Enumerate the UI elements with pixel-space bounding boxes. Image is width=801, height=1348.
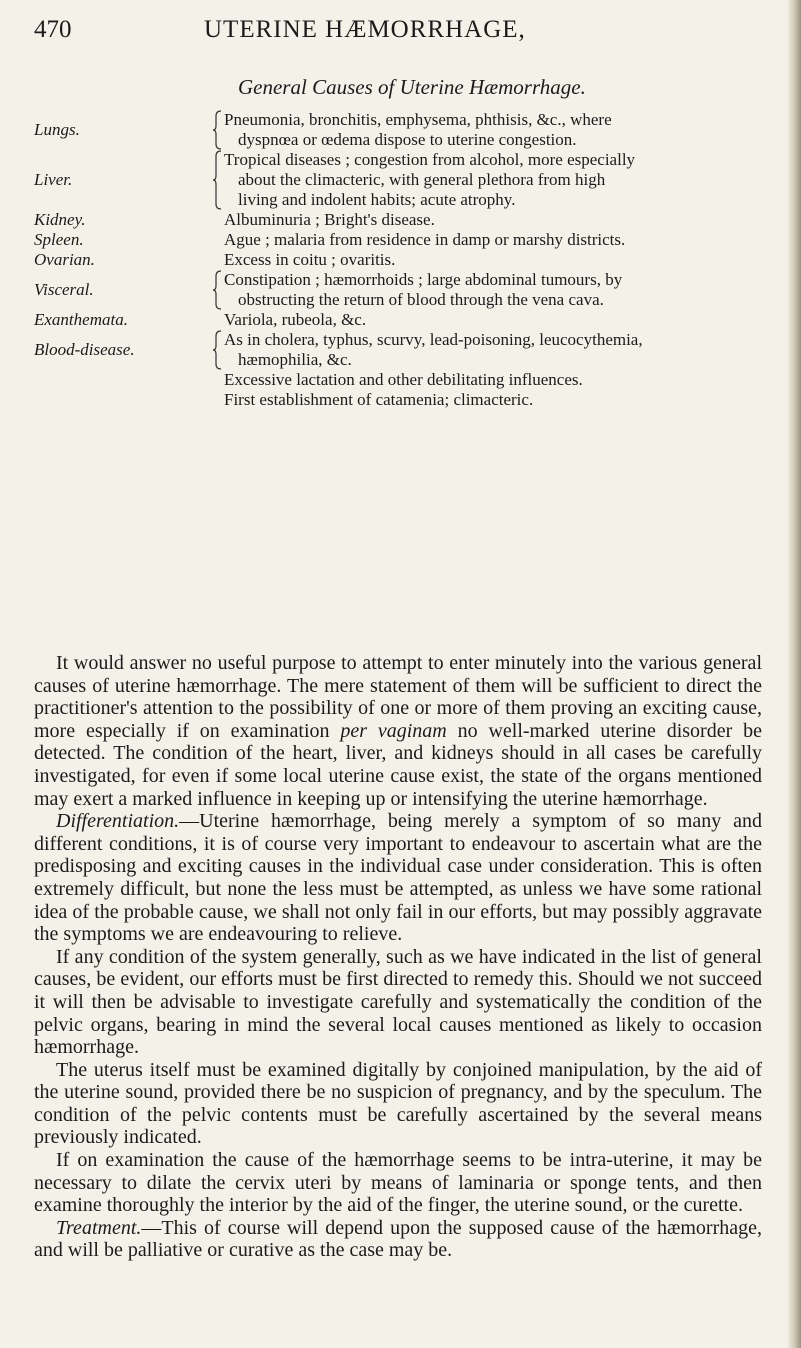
cause-organ-label: Lungs. xyxy=(34,120,80,139)
paragraph xyxy=(34,810,762,946)
cause-description xyxy=(224,210,764,230)
cause-row xyxy=(34,110,764,150)
cause-line: obstructing the return of blood through the vena cava. xyxy=(238,290,604,309)
running-title: UTERINE HÆMORRHAGE, xyxy=(204,16,526,43)
paragraph xyxy=(34,946,762,1059)
paragraph-text: It would answer no useful purpose to attempt to enter minutely into the various general causes of uterine hæmorrhage. The mere statement of them will be sufficient to direct the practitioner's attention to the possibility of one or more of them proving an exciting cause, more especially if on examination xyxy=(34,652,762,742)
cause-organ-label: Visceral. xyxy=(34,280,94,299)
cause-line: Ague ; malaria from residence in damp or marshy districts. xyxy=(224,230,626,249)
causes-table xyxy=(34,110,764,410)
cause-row xyxy=(34,270,764,310)
brace-icon xyxy=(212,270,222,310)
brace-icon xyxy=(212,330,222,370)
italic-phrase: per vaginam xyxy=(340,719,447,742)
cause-line: living and indolent habits; acute atrophy. xyxy=(238,190,516,209)
cause-description xyxy=(224,270,764,310)
paragraph xyxy=(34,652,762,810)
cause-organ-label: Kidney. xyxy=(34,210,86,229)
cause-line: Tropical diseases ; congestion from alcohol, more especially xyxy=(224,150,636,169)
paragraph-text: —Uterine hæmorrhage, being merely a symptom of so many and different conditions, it is of course very important to endeavour to ascertain what are the predisposing and exciting causes in the individual case under consideration. This is often extremely difficult, but none the less must be attempted, as unless we have some rational idea of the probable cause, we shall not only fail in our efforts, but may possibly aggravate the symptoms we are endeavouring to relieve. xyxy=(34,810,762,946)
cause-description xyxy=(224,150,764,210)
cause-organ-label: Liver. xyxy=(34,170,73,189)
extra-cause-line: First establishment of catamenia; climacteric. xyxy=(224,390,534,409)
paragraph-text: The uterus itself must be examined digitally by conjoined manipulation, by the aid of the uterine sound, provided there be no suspicion of pregnancy, and by the speculum. The condition of the pelvic contents must be carefully ascertained by the several means previously indicated. xyxy=(34,1058,762,1149)
cause-description xyxy=(224,250,764,270)
paragraph xyxy=(34,1149,762,1217)
cause-line: As in cholera, typhus, scurvy, lead-poisoning, leucocythemia, xyxy=(224,330,643,349)
cause-line: about the climacteric, with general plethora from high xyxy=(238,170,606,189)
cause-description xyxy=(224,310,764,330)
cause-organ-label: Ovarian. xyxy=(34,250,95,269)
cause-description xyxy=(224,110,764,150)
paragraph-text: —This of course will depend upon the supposed cause of the hæmorrhage, and will be palliative or curative as the case may be. xyxy=(34,1216,762,1262)
cause-description xyxy=(224,230,764,250)
cause-row xyxy=(34,230,764,250)
cause-line: Constipation ; hæmorrhoids ; large abdominal tumours, by xyxy=(224,270,623,289)
cause-line: Albuminuria ; Bright's disease. xyxy=(224,210,435,229)
causes-table-title: General Causes of Uterine Hæmorrhage. xyxy=(238,75,586,99)
paragraph-text-tail: no well-marked uterine disorder be detected. The condition of the heart, liver, and kidneys should in all cases be carefully investigated, for even if some local uterine cause exist, the state of the organs mentioned may exert a marked influence in keeping up or intensifying the uterine hæmorrhage. xyxy=(34,719,762,810)
paragraph-text: If any condition of the system generally, such as we have indicated in the list of general causes, be evident, our efforts must be first directed to remedy this. Should we not succeed it will then be advisable to investigate carefully and systematically the condition of the pelvic organs, bearing in mind the several local causes mentioned as likely to occasion hæmorrhage. xyxy=(34,945,762,1059)
cause-row xyxy=(34,250,764,270)
cause-organ-label: Exanthemata. xyxy=(34,310,128,329)
cause-line: dyspnœa or œdema dispose to uterine congestion. xyxy=(238,130,577,149)
extra-cause-line: Excessive lactation and other debilitating influences. xyxy=(224,370,583,389)
paragraph-text: If on examination the cause of the hæmorrhage seems to be intra-uterine, it may be necessary to dilate the cervix uteri by means of laminaria or sponge tents, and then examine thoroughly the interior by the aid of the finger, the uterine sound, or the curette. xyxy=(34,1149,762,1217)
cause-line: Pneumonia, bronchitis, emphysema, phthisis, &c., where xyxy=(224,110,612,129)
cause-row xyxy=(34,210,764,230)
cause-row xyxy=(34,310,764,330)
brace-icon xyxy=(212,110,222,150)
paragraph xyxy=(34,1217,762,1262)
brace-icon xyxy=(212,150,222,210)
page-number: 470 xyxy=(34,16,72,43)
section-heading: Differentiation. xyxy=(56,810,180,833)
cause-row xyxy=(34,330,764,370)
body-text xyxy=(34,652,762,1262)
cause-organ-label: Spleen. xyxy=(34,230,84,249)
cause-row xyxy=(34,150,764,210)
cause-organ-label: Blood-disease. xyxy=(34,340,135,359)
cause-description xyxy=(224,330,764,370)
cause-line: Excess in coitu ; ovaritis. xyxy=(224,250,396,269)
section-heading: Treatment. xyxy=(56,1216,142,1239)
cause-line: hæmophilia, &c. xyxy=(238,350,352,369)
page-edge xyxy=(787,0,801,1348)
page-header xyxy=(34,16,754,48)
cause-line: Variola, rubeola, &c. xyxy=(224,310,367,329)
paragraph xyxy=(34,1059,762,1149)
